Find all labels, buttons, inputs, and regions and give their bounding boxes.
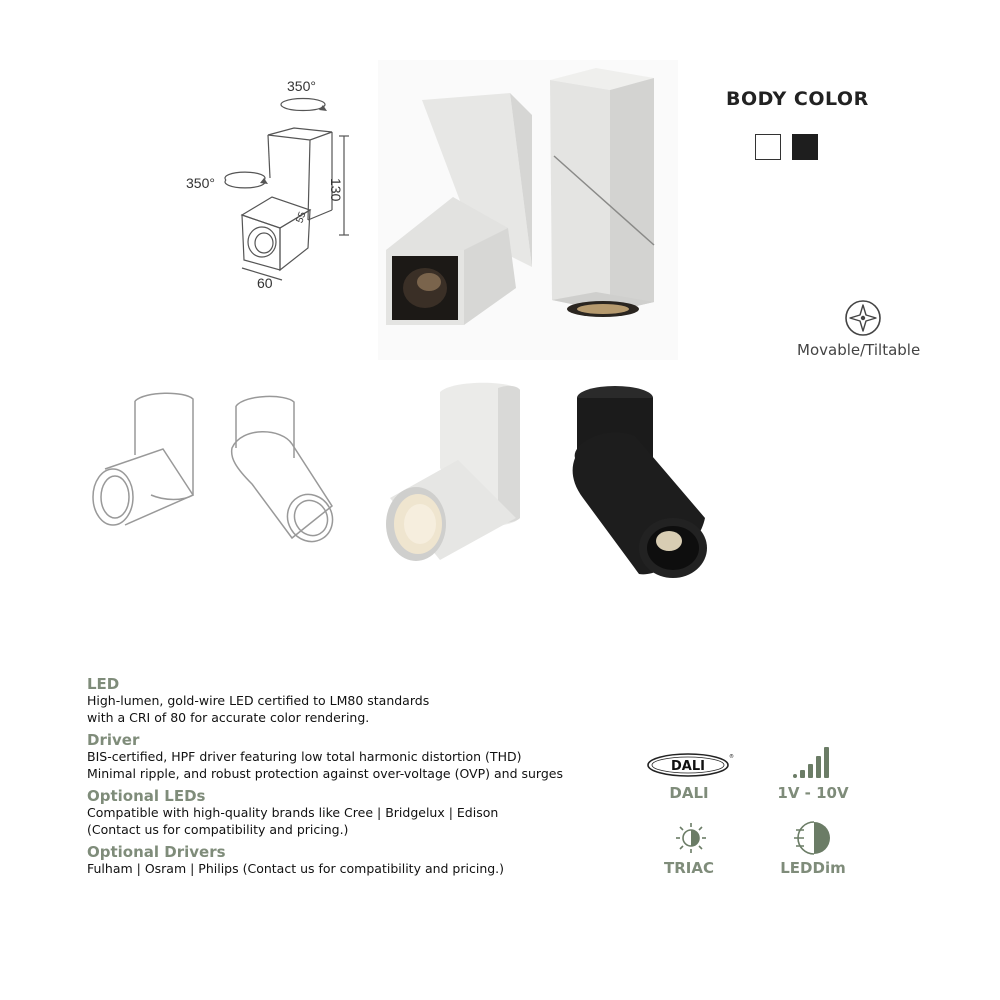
leddim-label: LEDDim <box>780 859 846 877</box>
body-color-swatch-black[interactable] <box>792 134 818 160</box>
signal-bars-icon <box>792 744 836 780</box>
spec-line: Minimal ripple, and robust protection against over-voltage (OVP) and surges <box>87 765 563 781</box>
cylinder-line-drawing-2 <box>222 388 342 548</box>
dali-logo-text: DALI <box>671 759 705 774</box>
leddim-icon <box>794 820 834 856</box>
product-render-black <box>565 378 715 588</box>
spec-optional-drivers <box>87 843 504 878</box>
spec-optional-leds <box>87 787 498 838</box>
depth-dimension-label: 55 <box>294 210 309 225</box>
movable-tiltable-icon <box>843 298 883 338</box>
spec-line: Fulham | Osram | Philips (Contact us for compatibility and pricing.) <box>87 861 505 876</box>
product-photo-square <box>378 60 678 360</box>
1v-10v-label: 1V - 10V <box>777 784 849 802</box>
spec-heading-optional-drivers: Optional Drivers <box>87 843 226 861</box>
movable-tiltable-label: Movable/Tiltable <box>797 341 921 359</box>
cylinder-line-drawing-1 <box>85 385 205 535</box>
spec-led <box>87 675 429 726</box>
spec-line: Compatible with high-quality brands like Cree | Bridgelux | Edison <box>87 805 499 820</box>
spec-line: (Contact us for compatibility and pricing.) <box>87 821 349 837</box>
triac-label: TRIAC <box>664 859 714 877</box>
width-dimension-label: 60 <box>257 275 273 291</box>
dali-label: DALI <box>669 784 709 802</box>
spec-heading-driver: Driver <box>87 731 140 749</box>
body-color-swatch-white[interactable] <box>755 134 781 160</box>
spec-driver <box>87 731 563 782</box>
spec-heading-led: LED <box>87 675 120 693</box>
body-color-heading: BODY COLOR <box>726 88 869 110</box>
rotate-top-arrow-icon <box>281 99 325 107</box>
spec-line: BIS-certified, HPF driver featuring low total harmonic distortion (THD) <box>87 749 522 764</box>
spec-line: with a CRI of 80 for accurate color rendering. <box>87 709 370 725</box>
rotation-top-label: 350° <box>287 78 316 94</box>
spec-line: High-lumen, gold-wire LED certified to LM80 standards <box>87 693 430 708</box>
dali-logo-icon <box>646 752 732 778</box>
product-render-white <box>380 378 530 568</box>
spec-heading-optional-leds: Optional LEDs <box>87 787 206 805</box>
height-dimension-label: 130 <box>328 178 344 202</box>
rotate-side-arrow-icon <box>225 172 265 188</box>
triac-brightness-icon <box>673 820 709 856</box>
rotation-side-label: 350° <box>186 175 215 191</box>
svg-text:®: ® <box>729 754 734 760</box>
